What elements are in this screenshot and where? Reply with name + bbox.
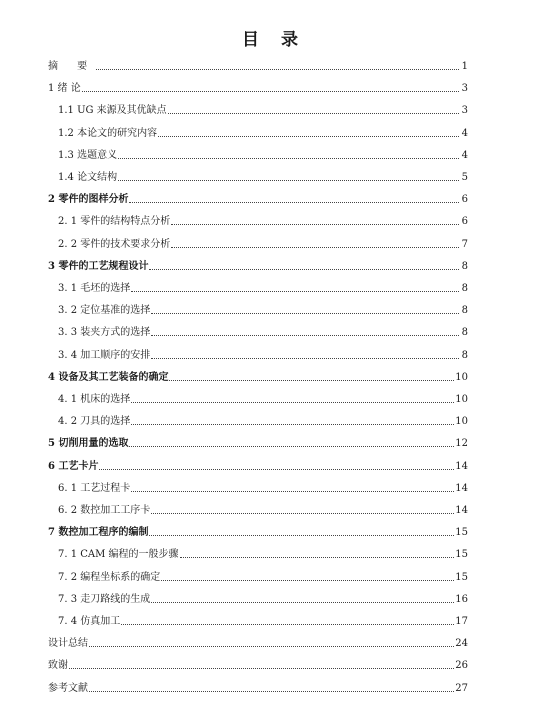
toc-dot-leader [151,335,459,336]
toc-dot-leader [69,668,454,669]
toc-section-entry[interactable] [48,59,468,73]
toc-page-number: 14 [455,482,468,494]
toc-title: 目 录 [242,30,306,50]
toc-dot-leader [168,113,459,114]
toc-dot-leader [151,513,454,514]
toc-dot-leader [151,313,459,314]
toc-subsection-entry[interactable] [58,592,468,606]
toc-entry-label: 2 零件的图样分析 [48,194,129,206]
toc-page-number: 15 [455,571,468,583]
toc-entry-label: 2. 2 零件的技术要求分析 [58,238,171,250]
toc-section-entry[interactable] [48,81,468,95]
toc-entry-label: 6 工艺卡片 [48,460,99,472]
toc-dot-leader [89,646,454,647]
toc-entry-label: 摘 要 [48,61,96,72]
toc-section-entry[interactable] [48,681,468,695]
toc-subsection-entry[interactable] [58,547,468,561]
toc-dot-leader [131,491,454,492]
toc-dot-leader [118,180,459,181]
toc-dot-leader [96,69,459,70]
toc-entry-label: 参考文献 [48,682,88,694]
toc-dot-leader [180,557,455,558]
toc-dot-leader [169,380,454,381]
toc-entry-label: 6. 1 工艺过程卡 [58,482,131,494]
toc-subsection-entry[interactable] [58,348,468,362]
toc-entry-label: 3. 4 加工顺序的安排 [58,349,151,361]
toc-page-number: 27 [455,682,468,694]
toc-subsection-entry[interactable] [58,392,468,406]
toc-page-number: 12 [455,438,468,450]
toc-entry-label: 5 切削用量的选取 [48,438,129,450]
toc-dot-leader [129,202,459,203]
toc-dot-leader [149,269,459,270]
toc-section-entry[interactable] [48,636,468,650]
toc-section-entry[interactable] [48,459,468,473]
toc-section-entry[interactable] [48,259,468,273]
toc-entry-label: 4 设备及其工艺装备的确定 [48,371,169,383]
toc-subsection-entry[interactable] [58,237,468,251]
toc-entry-label: 4. 2 刀具的选择 [58,416,131,428]
toc-entry-label: 设计总结 [48,638,88,650]
toc-dot-leader [82,91,459,92]
toc-entry-label: 7. 1 CAM 编程的一般步骤 [58,549,179,561]
toc-entry-label: 1.2 本论文的研究内容 [58,127,158,139]
toc-subsection-entry[interactable] [58,481,468,495]
toc-section-entry[interactable] [48,370,468,384]
toc-dot-leader [131,402,454,403]
toc-page-number: 5 [461,172,468,183]
toc-page-number: 10 [455,394,468,405]
toc-subsection-entry[interactable] [58,414,468,428]
toc-subsection-entry[interactable] [58,281,468,295]
toc-subsection-entry[interactable] [58,570,468,584]
toc-page-number: 10 [455,416,468,428]
toc-section-entry[interactable] [48,436,468,450]
toc-entry-label: 7. 4 仿真加工 [58,616,121,627]
toc-dot-leader [129,446,454,447]
toc-dot-leader [131,424,454,425]
toc-section-entry[interactable] [48,192,468,206]
toc-page-number: 8 [461,327,468,339]
toc-page-number: 16 [455,593,468,605]
toc-subsection-entry[interactable] [58,126,468,140]
toc-dot-leader [158,136,459,137]
toc-dot-leader [151,602,454,603]
toc-dot-leader [149,535,454,536]
toc-page-number: 6 [461,216,468,228]
toc-section-entry[interactable] [48,525,468,539]
toc-page-number: 7 [461,238,468,250]
toc-page-number: 24 [455,638,468,650]
toc-page-number: 3 [461,105,468,117]
toc-entry-label: 3. 3 装夹方式的选择 [58,327,151,339]
toc-entry-label: 4. 1 机床的选择 [58,394,131,405]
toc-dot-leader [131,291,459,292]
toc-page-number: 17 [455,616,468,627]
toc-page-number: 14 [455,460,468,472]
toc-page-number: 8 [461,305,468,317]
toc-page-number: 14 [455,505,468,516]
toc-entry-label: 1.4 论文结构 [58,172,118,183]
toc-entry-label: 7. 3 走刀路线的生成 [58,593,151,605]
toc-page-number: 15 [455,549,468,561]
toc-entry-label: 7 数控加工程序的编制 [48,527,149,539]
toc-page-number: 8 [461,260,468,272]
toc-dot-leader [99,469,454,470]
toc-page-number: 3 [461,83,468,95]
toc-page-number: 15 [455,527,468,539]
toc-entry-label: 1.1 UG 来源及其优缺点 [58,105,167,117]
toc-subsection-entry[interactable] [58,103,468,117]
toc-subsection-entry[interactable] [58,614,468,628]
toc-dot-leader [161,580,454,581]
toc-page-number: 8 [461,349,468,361]
toc-section-entry[interactable] [48,658,468,672]
toc-entry-label: 3. 2 定位基准的选择 [58,305,151,317]
toc-page-number: 8 [461,283,468,294]
toc-entry-label: 3. 1 毛坯的选择 [58,283,131,294]
toc-dot-leader [89,691,454,692]
toc-page-number: 10 [455,371,468,383]
toc-entry-label: 7. 2 编程坐标系的确定 [58,571,161,583]
toc-entry-label: 致谢 [48,660,68,672]
toc-subsection-entry[interactable] [58,148,468,162]
toc-page-number: 6 [461,194,468,206]
toc-subsection-entry[interactable] [58,325,468,339]
toc-dot-leader [171,247,459,248]
toc-subsection-entry[interactable] [58,214,468,228]
toc-subsection-entry[interactable] [58,503,468,517]
toc-entry-label: 2. 1 零件的结构特点分析 [58,216,171,228]
toc-entry-label: 1.3 选题意义 [58,149,118,161]
toc-entry-label: 1 绪 论 [48,83,81,95]
toc-page-number: 4 [461,149,468,161]
toc-subsection-entry[interactable] [58,303,468,317]
toc-dot-leader [121,624,454,625]
toc-dot-leader [171,224,459,225]
toc-dot-leader [118,158,459,159]
toc-subsection-entry[interactable] [58,170,468,184]
toc-page-number: 1 [461,61,468,72]
toc-dot-leader [151,358,459,359]
toc-page-number: 4 [461,127,468,139]
toc-entry-label: 6. 2 数控加工工序卡 [58,505,151,516]
toc-entry-label: 3 零件的工艺规程设计 [48,260,149,272]
toc-page-number: 26 [455,660,468,672]
